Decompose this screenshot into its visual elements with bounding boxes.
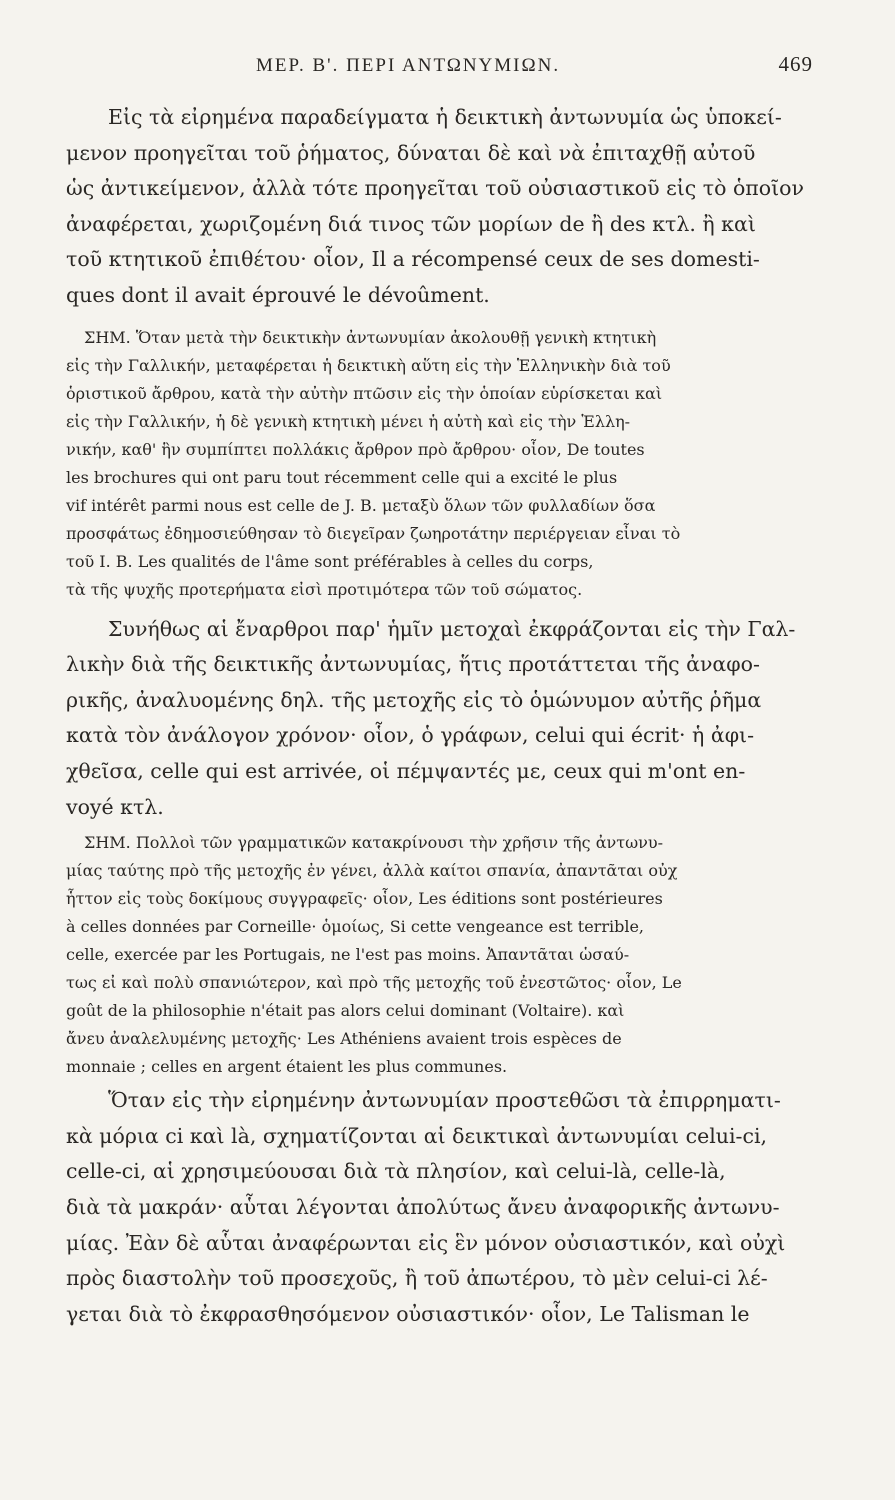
note-line: monnaie ; celles en argent étaient les plus communes. [66, 1057, 508, 1077]
text-line: ρικῆς, ἀναλυομένης δηλ. τῆς μετοχῆς εἰς τὸ ὁμώνυμον αὐτῆς ῥῆμα [66, 687, 762, 712]
note-line: ΣΗΜ. Πολλοὶ τῶν γραμματικῶν κατακρίνουσι τὴν χρῆσιν τῆς ἀντωνυ- [84, 833, 663, 853]
text-line: ὡς ἀντικείμενον, ἀλλὰ τότε προηγεῖται τοῦ οὐσιαστικοῦ εἰς τὸ ὁποῖον [66, 176, 804, 201]
note-line: celle, exercée par les Portugais, ne l'est pas moins. Ἀπαντᾶται ὡσαύ- [66, 945, 630, 965]
note-line: ἧττον εἰς τοὺς δοκίμους συγγραφεῖς· οἷον, Les éditions sont postérieures [66, 889, 663, 909]
note-line: τὰ τῆς ψυχῆς προτερήματα εἰσὶ προτιμότερα τῶν τοῦ σώματος. [66, 579, 583, 599]
running-title: ΜΕΡ. Β'. ΠΕΡΙ ΑΝΤΩΝΥΜΙΩΝ. [256, 55, 561, 76]
text-line: γεται διὰ τὸ ἐκφρασθησόμενον οὐσιαστικόν· οἷον, Le Talisman le [66, 1301, 750, 1326]
note-line: μίας ταύτης πρὸ τῆς μετοχῆς ἐν γένει, ἀλλὰ καίτοι σπανία, ἀπαντᾶται οὐχ [66, 861, 678, 881]
note-line: goût de la philosophie n'était pas alors celui dominant (Voltaire). καὶ [66, 1001, 625, 1021]
note-line: les brochures qui ont paru tout récemment celle qui a excité le plus [66, 467, 618, 487]
text-line: λικὴν διὰ τῆς δεικτικῆς ἀντωνυμίας, ἥτις προτάττεται τῆς ἀναφο- [66, 652, 760, 677]
note-line: τως εἰ καὶ πολὺ σπανιώτερον, καὶ πρὸ τῆς μετοχῆς τοῦ ἐνεστῶτος· οἷον, Le [66, 973, 682, 993]
paragraph-demonstrative-object [66, 100, 813, 314]
page-number: 469 [778, 52, 813, 76]
note-line: εἰς τὴν Γαλλικήν, ἡ δὲ γενικὴ κτητικὴ μένει ἡ αὐτὴ καὶ εἰς τὴν Ἑλλη- [66, 411, 631, 431]
note-line: ὁριστικοῦ ἄρθρου, κατὰ τὴν αὐτὴν πτῶσιν εἰς τὴν ὁποίαν εὑρίσκεται καὶ [66, 383, 663, 403]
text-line: διὰ τὰ μακράν· αὗται λέγονται ἀπολύτως ἄνευ ἀναφορικῆς ἀντωνυ- [66, 1194, 780, 1219]
text-line: μίας. Ἐὰν δὲ αὗται ἀναφέρωνται εἰς ἓν μόνον οὐσιαστικόν, καὶ οὐχὶ [66, 1230, 786, 1255]
page-header [66, 52, 813, 94]
text-line: celle-ci, αἱ χρησιμεύουσαι διὰ τὰ πλησίον, καὶ celui-là, celle-là, [66, 1159, 726, 1184]
text-line: χθεῖσα, celle qui est arrivée, οἱ πέμψαντές με, ceux qui m'ont en- [66, 758, 746, 783]
text-line: κὰ μόρια ci καὶ là, σχηματίζονται αἱ δεικτικαὶ ἀντωνυμίαι celui-ci, [66, 1123, 768, 1148]
text-line: ἀναφέρεται, χωριζομένη διά τινος τῶν μορίων de ἢ des κτλ. ἢ καὶ [66, 211, 756, 236]
text-line: ques dont il avait éprouvé le dévoûment. [66, 282, 490, 307]
paragraph-participles [66, 612, 813, 826]
note-grammarians [66, 829, 813, 1081]
text-line: κατὰ τὸν ἀνάλογον χρόνον· οἷον, ὁ γράφων, celui qui écrit· ἡ ἀφι- [66, 723, 755, 748]
note-line: νικήν, καθ' ἣν συμπίπτει πολλάκις ἄρθρον πρὸ ἄρθρου· οἷον, De toutes [66, 439, 645, 459]
note-line: ἄνευ ἀναλελυμένης μετοχῆς· Les Athéniens avaient trois espèces de [66, 1029, 622, 1049]
note-line: vif intérêt parmi nous est celle de J. B. μεταξὺ ὅλων τῶν φυλλαδίων ὅσα [66, 495, 656, 515]
note-line: à celles données par Corneille· ὁμοίως, Si cette vengeance est terrible, [66, 917, 645, 937]
text-line: Ὅταν εἰς τὴν εἰρημένην ἀντωνυμίαν προστεθῶσι τὰ ἐπιρρηματι- [108, 1088, 781, 1113]
paragraph-ci-la [66, 1083, 813, 1332]
text-line: voyé κτλ. [66, 794, 164, 819]
note-genitive [66, 324, 813, 604]
note-line: προσφάτως ἐδημοσιεύθησαν τὸ διεγεῖραν ζωηροτάτην περιέργειαν εἶναι τὸ [66, 523, 681, 543]
text-line: Συνήθως αἱ ἔναρθροι παρ' ἡμῖν μετοχαὶ ἐκφράζονται εἰς τὴν Γαλ- [108, 616, 796, 641]
text-line: πρὸς διαστολὴν τοῦ προσεχοῦς, ἢ τοῦ ἀπωτέρου, τὸ μὲν celui-ci λέ- [66, 1266, 768, 1291]
note-line: τοῦ I. B. Les qualités de l'âme sont préférables à celles du corps, [66, 551, 594, 571]
text-line: Εἰς τὰ εἰρημένα παραδείγματα ἡ δεικτικὴ ἀντωνυμία ὡς ὑποκεί- [108, 105, 782, 129]
text-line: μενον προηγεῖται τοῦ ῥήματος, δύναται δὲ καὶ νὰ ἐπιταχθῇ αὐτοῦ [66, 140, 756, 165]
note-line: εἰς τὴν Γαλλικήν, μεταφέρεται ἡ δεικτικὴ αὕτη εἰς τὴν Ἑλληνικὴν διὰ τοῦ [66, 355, 671, 375]
text-line: τοῦ κτητικοῦ ἐπιθέτου· οἷον, Il a récompensé ceux de ses domesti- [66, 247, 760, 272]
note-line: ΣΗΜ. Ὅταν μετὰ τὴν δεικτικὴν ἀντωνυμίαν ἀκολουθῇ γενικὴ κτητικὴ [84, 327, 657, 347]
